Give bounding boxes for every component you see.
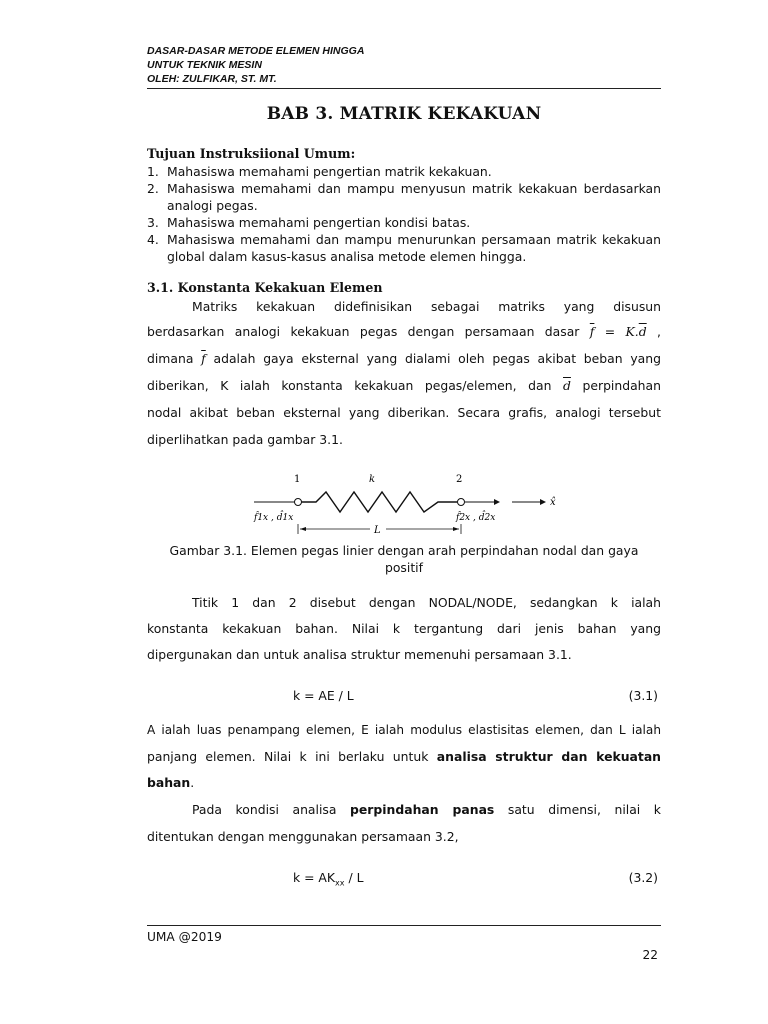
math-d: d [638, 324, 647, 339]
footer-text: UMA @2019 [147, 930, 222, 944]
node-2-label: 2 [456, 474, 463, 485]
equation-expression: k = AE / L [293, 688, 354, 703]
spring-element-figure [250, 468, 560, 536]
node-1-label: 1 [294, 474, 301, 485]
length-label: L [374, 525, 381, 536]
list-item: 1. Mahasiswa memahami pengertian matrik kekakuan. [147, 164, 492, 179]
spring-label: k [369, 474, 376, 485]
paragraph-line: konstanta kekakuan bahan. Nilai k tergantung dari jenis bahan yang [147, 621, 661, 636]
page-number: 22 [642, 948, 658, 962]
paragraph-line: dimana f adalah gaya eksternal yang dialami oleh pegas akibat beban yang [147, 351, 661, 366]
node-1-marker [295, 499, 302, 506]
equation-number: (3.2) [628, 870, 658, 885]
paragraph-line: A ialah luas penampang elemen, E ialah modulus elastisitas elemen, dan L ialah [147, 723, 661, 737]
paragraph-line: ditentukan dengan menggunakan persamaan 3.2, [147, 829, 459, 844]
equation-3-2 [147, 870, 661, 888]
list-item: 3. Mahasiswa memahami pengertian kondisi batas. [147, 215, 471, 230]
paragraph-line: diberikan, K ialah konstanta kekakuan pegas/elemen, dan d perpindahan [147, 378, 661, 393]
paragraph-line: Pada kondisi analisa perpindahan panas satu dimensi, nilai k [192, 802, 661, 817]
footer-rule [147, 925, 661, 926]
paragraph-line: panjang elemen. Nilai k ini berlaku untuk analisa struktur dan kekuatan [147, 749, 661, 764]
node-2-marker [458, 499, 465, 506]
list-item: 2. Mahasiswa memahami dan mampu menyusun matrik kekakuan berdasarkan analogi pegas. [147, 181, 661, 213]
figure-caption: Gambar 3.1. Elemen pegas linier dengan arah perpindahan nodal dan gaya positif [169, 543, 639, 575]
objectives-heading: Tujuan Instruksiional Umum: [147, 146, 356, 161]
math-f: f [201, 351, 206, 366]
running-header [147, 44, 662, 86]
header-rule [147, 88, 661, 89]
paragraph-line: diperlihatkan pada gambar 3.1. [147, 432, 343, 447]
math-f: f [589, 324, 595, 339]
axis-label: x̂ [550, 497, 556, 508]
header-line-3: OLEH: ZULFIKAR, ST. MT. [147, 73, 277, 85]
load-1-label: f̂1x , d̂1x [254, 513, 294, 523]
chapter-title: BAB 3. MATRIK KEKAKUAN [266, 104, 542, 124]
equation-number: (3.1) [628, 688, 658, 703]
paragraph-line: Matriks kekakuan didefinisikan sebagai matriks yang disusun [192, 299, 661, 314]
paragraph-line: nodal akibat beban eksternal yang diberikan. Secara grafis, analogi tersebut [147, 405, 661, 420]
paragraph-line: bahan. [147, 775, 195, 790]
equation-expression: $k = AK_{xx} / L$ [293, 870, 364, 888]
header-line-1: DASAR-DASAR METODE ELEMEN HINGGA [147, 45, 365, 57]
header-line-2: UNTUK TEKNIK MESIN [147, 59, 262, 71]
section-heading: 3.1. Konstanta Kekakuan Elemen [147, 280, 383, 295]
list-item: 4. Mahasiswa memahami dan mampu menurunkan persamaan matrik kekakuan global dalam kasus-kasus analisa metode elemen hingga. [147, 232, 661, 264]
load-2-label: f̂2x , d̂2x [456, 513, 496, 523]
spring-zigzag [302, 492, 457, 512]
paragraph-line: berdasarkan analogi kekakuan pegas dengan persamaan dasar f = K.d , [147, 324, 661, 339]
math-d: d [563, 378, 571, 393]
equation-3-1 [147, 688, 661, 706]
paragraph-line: dipergunakan dan untuk analisa struktur memenuhi persamaan 3.1. [147, 647, 572, 662]
objectives-list [147, 163, 661, 265]
paragraph-line: Titik 1 dan 2 disebut dengan NODAL/NODE, sedangkan k ialah [192, 595, 661, 610]
